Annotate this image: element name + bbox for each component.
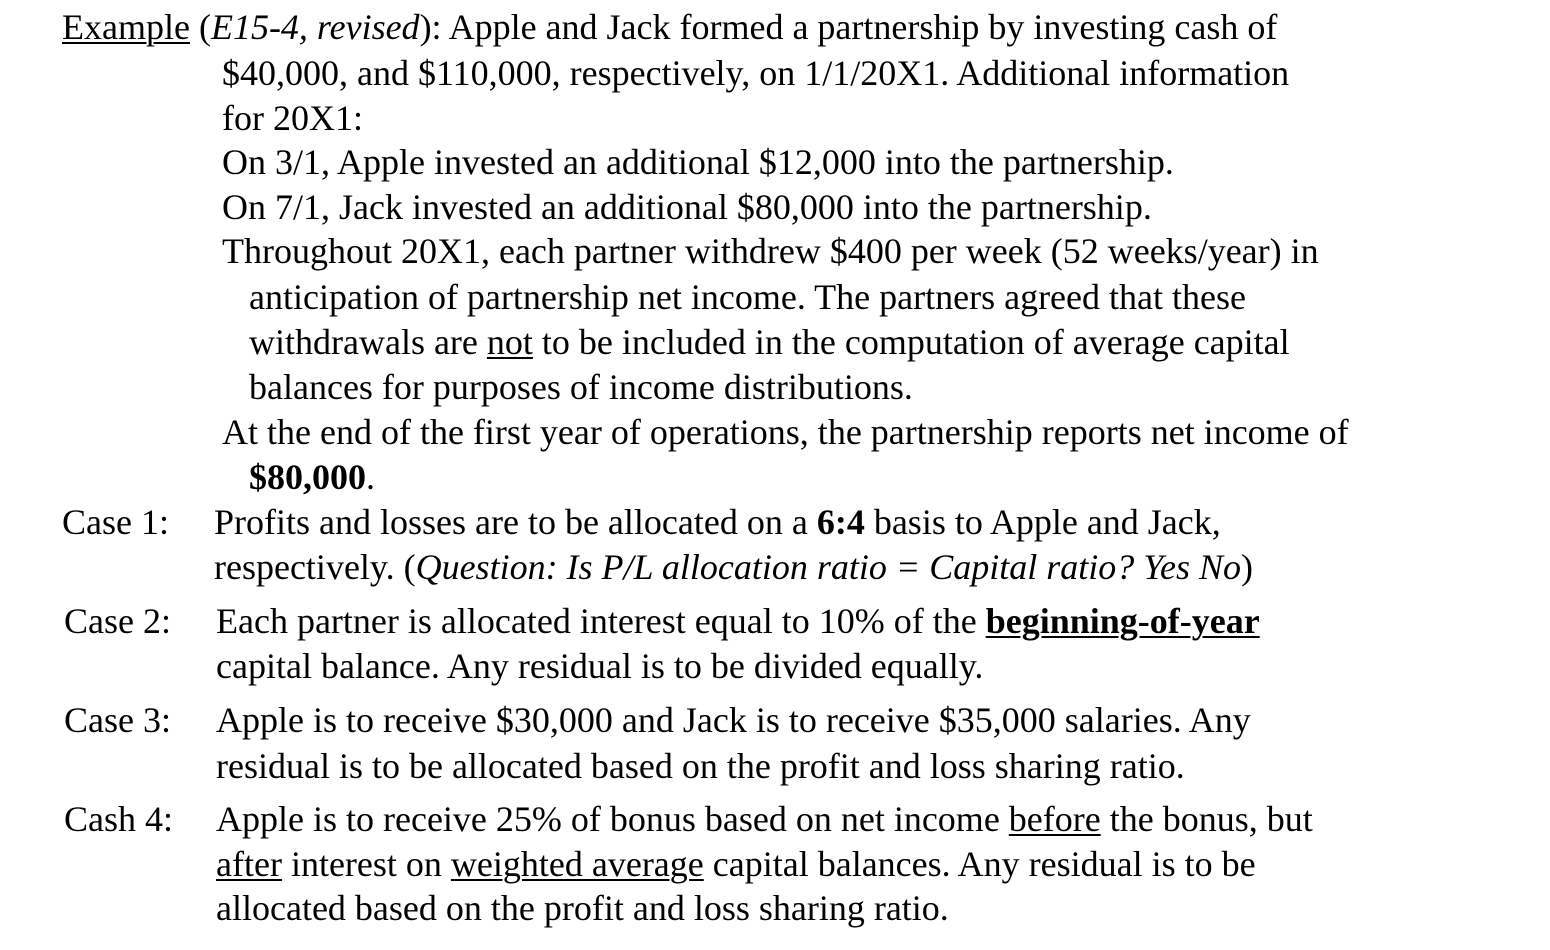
- example-ref-open: (: [189, 7, 211, 47]
- case2-beginning-of-year: beginning-of-year: [985, 601, 1260, 641]
- case1-label: Case 1:: [62, 502, 169, 542]
- case4-label: Cash 4:: [64, 799, 174, 839]
- case1-l1-pre: Profits and losses are to be allocated on a: [214, 502, 817, 542]
- case1-line-2: [214, 545, 1253, 589]
- case2-line-2: capital balance. Any residual is to be divided equally.: [216, 646, 984, 686]
- case4-l1-pre: Apple is to receive 25% of bonus based on net income: [216, 799, 1009, 839]
- case4-line-2: [216, 842, 1256, 886]
- example-net-income-line: [249, 455, 375, 499]
- case4-before: before: [1008, 799, 1101, 839]
- case1-l1-post: basis to Apple and Jack,: [864, 502, 1221, 542]
- example-line-4: On 7/1, Jack invested an additional $80,000 into the partnership.: [222, 187, 1152, 227]
- withdrawal-post: to be included in the computation of average capital: [532, 322, 1290, 362]
- case2-line-1: [216, 599, 1260, 643]
- case1-question: Question: Is P/L allocation ratio = Capital ratio? Yes No: [415, 547, 1241, 587]
- case2-label: Case 2:: [64, 601, 171, 641]
- example-end-line: At the end of the first year of operations, the partnership reports net income of: [222, 412, 1349, 452]
- example-line-5: Throughout 20X1, each partner withdrew $400 per week (52 weeks/year) in: [222, 231, 1319, 271]
- example-intro-line: [62, 5, 1277, 49]
- example-line-2: for 20X1:: [222, 98, 363, 138]
- case1-l2-post: ): [1240, 547, 1253, 587]
- case4-l1-post: the bonus, but: [1100, 799, 1313, 839]
- case4-l2-mid: interest on: [281, 844, 451, 884]
- case2-l1-pre: Each partner is allocated interest equal to 10% of the: [216, 601, 986, 641]
- case4-line-3: allocated based on the profit and loss sharing ratio.: [216, 888, 949, 928]
- case3-line-2: residual is to be allocated based on the profit and loss sharing ratio.: [216, 746, 1185, 786]
- example-withdrawal-line: [249, 320, 1290, 364]
- case4-after: after: [216, 844, 282, 884]
- case3-label: Case 3:: [64, 700, 171, 740]
- example-line-1: $40,000, and $110,000, respectively, on 1/1/20X1. Additional information: [222, 53, 1290, 93]
- example-intro-text: ): Apple and Jack formed a partnership by investing cash of: [419, 7, 1278, 47]
- case1-line-1: [214, 500, 1221, 544]
- example-balances-line: balances for purposes of income distributions.: [249, 367, 913, 407]
- case4-l2-post: capital balances. Any residual is to be: [703, 844, 1256, 884]
- case1-l2-pre: respectively. (: [214, 547, 416, 587]
- case4-line-1: [216, 797, 1313, 841]
- withdrawal-not: not: [486, 322, 533, 362]
- example-ref: E15-4, revised: [210, 7, 420, 47]
- case3-line-1: Apple is to receive $30,000 and Jack is to receive $35,000 salaries. Any: [216, 700, 1251, 740]
- net-income-period: .: [366, 457, 375, 497]
- example-label: Example: [62, 7, 190, 47]
- withdrawal-pre: withdrawals are: [249, 322, 487, 362]
- case4-weighted-average: weighted average: [450, 844, 704, 884]
- example-line-6: anticipation of partnership net income. The partners agreed that these: [249, 277, 1246, 317]
- example-line-3: On 3/1, Apple invested an additional $12,000 into the partnership.: [222, 142, 1174, 182]
- net-income-value: $80,000: [249, 457, 366, 497]
- case1-ratio: 6:4: [816, 502, 865, 542]
